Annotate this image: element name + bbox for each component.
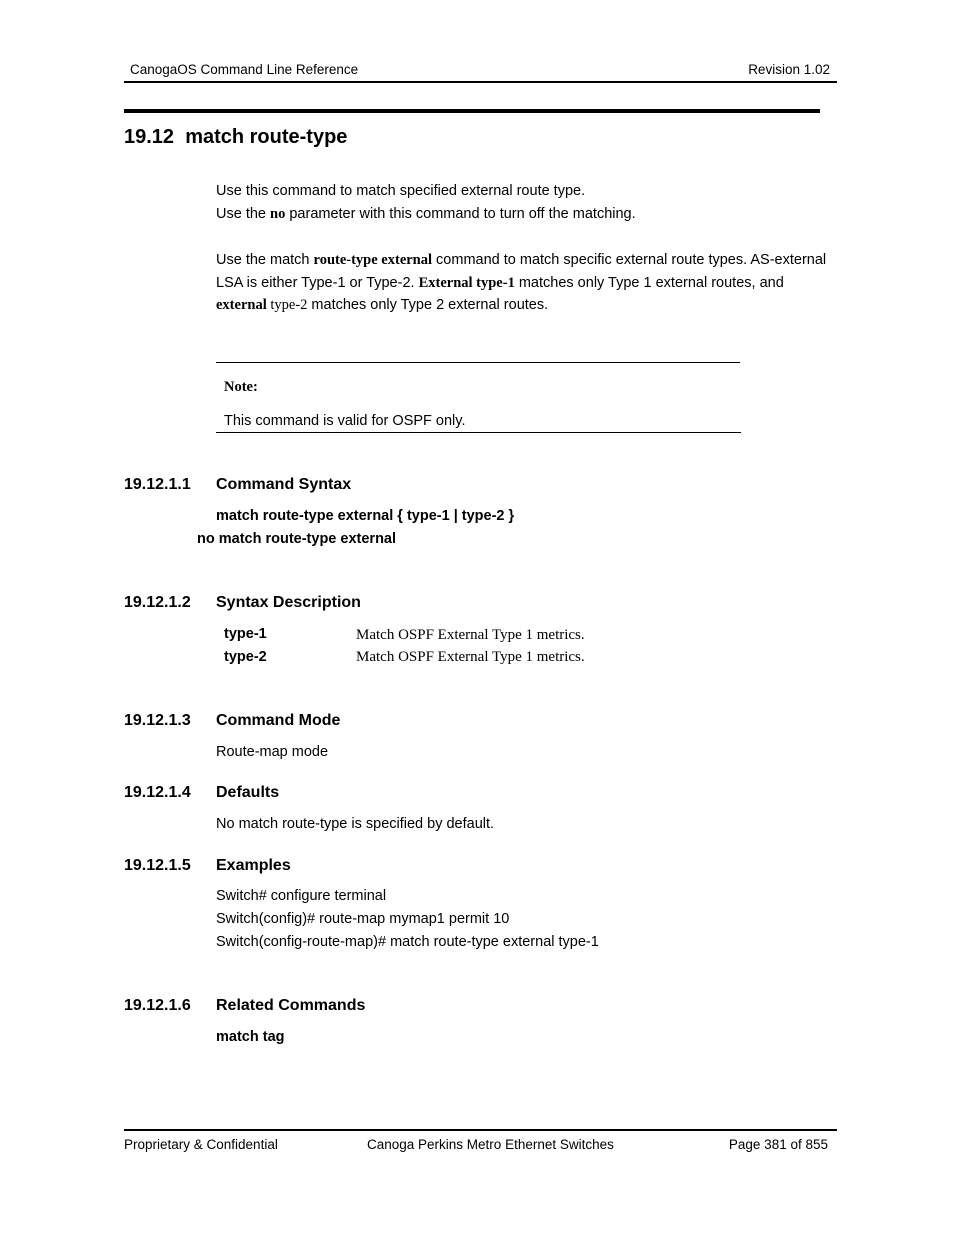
note-text: This command is valid for OSPF only.: [224, 413, 466, 429]
keyword-external-type-1: External type-1: [418, 275, 515, 291]
example-line-2: Switch(config)# route-map mymap1 permit 10: [216, 911, 510, 927]
desc-text-type-1: Match OSPF External Type 1 metrics.: [356, 627, 585, 643]
defaults-text: No match route-type is specified by default.: [216, 816, 495, 832]
related-command-match-tag[interactable]: match tag: [216, 1029, 285, 1045]
header-rule: [124, 81, 837, 83]
examples-heading-title: Examples: [216, 857, 291, 874]
intro-p2-line-1: Use the match route-type external command to match specific external route types. AS-external: [216, 252, 827, 268]
desc-text-type-2: Match OSPF External Type 1 metrics.: [356, 649, 585, 665]
intro-line-1: Use this command to match specified external route type.: [216, 183, 586, 199]
section-rule: [124, 109, 820, 113]
syntax-command-2: no match route-type external: [197, 531, 397, 547]
desc-heading-number: 19.12.1.2: [124, 594, 191, 611]
footer-page-number: Page 381 of 855: [728, 1137, 828, 1152]
syntax-heading-title: Command Syntax: [216, 476, 352, 493]
keyword-route-type-external: route-type external: [313, 252, 433, 268]
header-revision: Revision 1.02: [748, 62, 830, 77]
intro-line-2: Use the no parameter with this command to turn off the matching.: [216, 206, 636, 222]
syntax-command-1: match route-type external { type-1 | type-2 }: [216, 508, 515, 524]
section-number: 19.12: [124, 126, 175, 148]
example-line-3: Switch(config-route-map)# match route-type external type-1: [216, 934, 599, 950]
desc-heading-title: Syntax Description: [216, 594, 361, 611]
keyword-external: external: [216, 297, 267, 313]
footer-center: Canoga Perkins Metro Ethernet Switches: [367, 1137, 614, 1152]
mode-text: Route-map mode: [216, 744, 329, 760]
keyword-no: no: [270, 206, 286, 222]
note-bottom-rule: [216, 432, 741, 433]
example-line-1: Switch# configure terminal: [216, 888, 387, 904]
examples-heading-number: 19.12.1.5: [124, 857, 191, 874]
footer-rule: [124, 1129, 837, 1131]
desc-param-type-1: type-1: [224, 626, 267, 642]
header-title: CanogaOS Command Line Reference: [130, 62, 359, 77]
section-heading: [124, 126, 347, 149]
intro-p2-line-3: external type-2 matches only Type 2 external routes.: [216, 297, 549, 313]
defaults-heading-number: 19.12.1.4: [124, 784, 191, 801]
related-heading-title: Related Commands: [216, 997, 366, 1014]
note-label: Note:: [224, 379, 258, 395]
desc-param-type-2: type-2: [224, 649, 267, 665]
syntax-heading-number: 19.12.1.1: [124, 476, 191, 493]
related-heading-number: 19.12.1.6: [124, 997, 191, 1014]
mode-heading-number: 19.12.1.3: [124, 712, 191, 729]
note-top-rule: [216, 362, 740, 363]
intro-p2-line-2: LSA is either Type-1 or Type-2. External type-1 matches only Type 1 external routes, and: [216, 275, 784, 291]
footer-left: Proprietary & Confidential: [124, 1137, 278, 1152]
section-title: match route-type: [185, 126, 348, 148]
defaults-heading-title: Defaults: [216, 784, 280, 801]
mode-heading-title: Command Mode: [216, 712, 341, 729]
keyword-type-2: type-2: [266, 297, 308, 313]
